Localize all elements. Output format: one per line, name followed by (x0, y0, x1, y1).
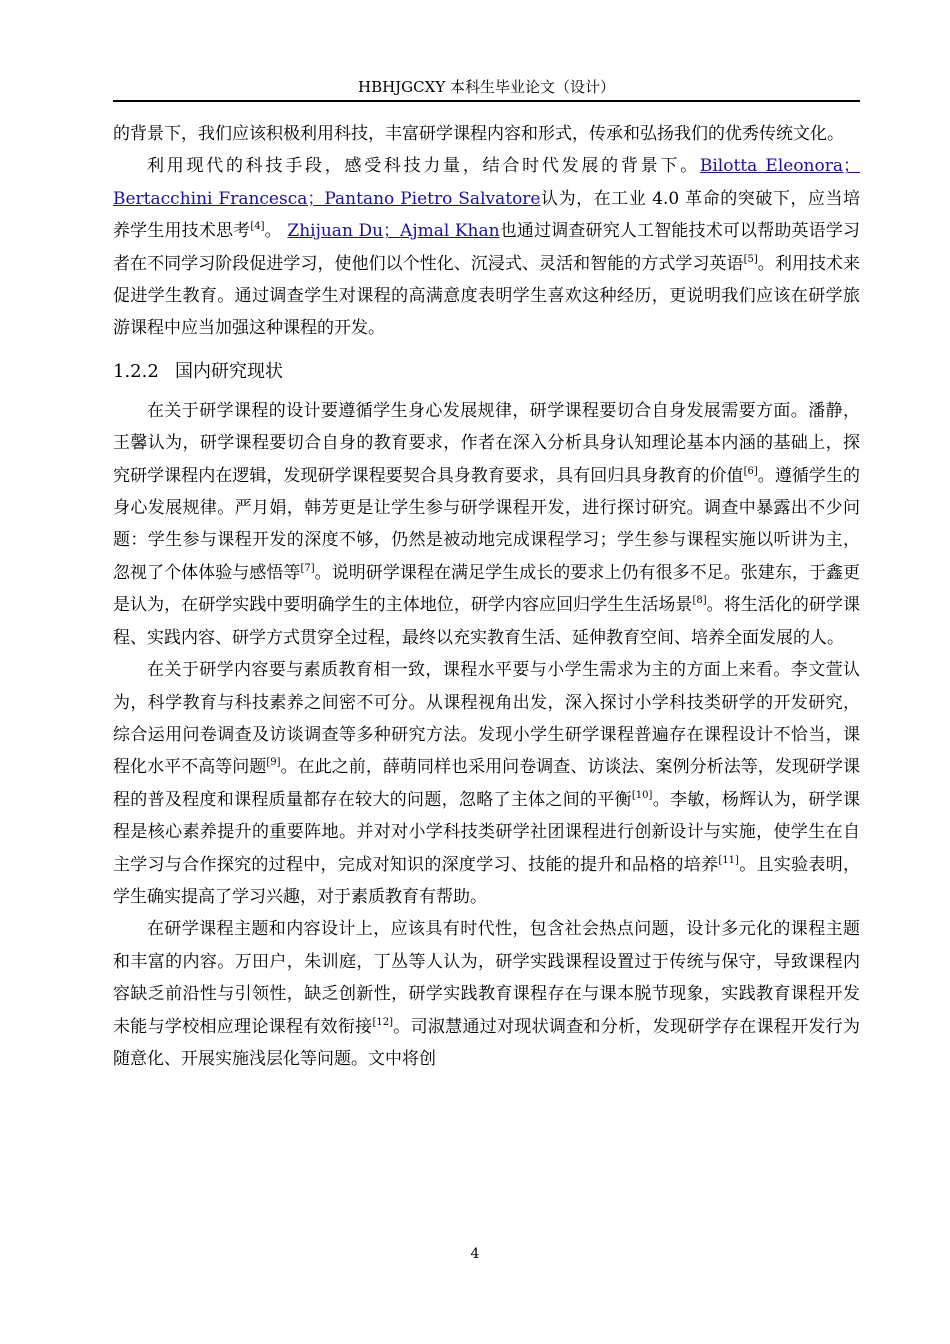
page-number: 4 (470, 1246, 480, 1262)
paragraph-text: 。利用技术来促进学生教育。通过调查学生对课程的高满意度表明学生喜欢这种经历，更说明我们应该在研学旅游课程中应当加强这种课程的开发。 (113, 253, 861, 339)
page-header (113, 76, 860, 102)
header-title: HBHJGCXY 本科生毕业论文（设计） (357, 78, 615, 96)
paragraph-text: 。 (264, 221, 288, 242)
citation-ref: [12] (372, 1016, 393, 1028)
page-body (113, 118, 860, 1075)
paragraph (113, 150, 860, 344)
author-link-bilotta[interactable]: Bilotta Eleonora；Bertacchini Francesca；Pantano Pietro Salvatore (113, 156, 860, 209)
citation-ref: [5] (743, 253, 758, 265)
paragraph (113, 654, 860, 913)
paragraph-text: 。李敏，杨辉认为，研学课程是核心素养提升的重要阵地。并对对小学科技类研学社团课程进行创新设计与实施，使学生在自主学习与合作探究的过程中，完成对知识的深度学习、技能的提升和品格的培养 (113, 789, 860, 875)
paragraph-text: 在研学课程主题和内容设计上，应该具有时代性，包含社会热点问题，设计多元化的课程主题和丰富的内容。万田户，朱训庭，丁丛等人认为，研学实践课程设置过于传统与保守，导致课程内容缺乏前沿性与引领性，缺乏创新性，研学实践教育课程存在与课本脱节现象，实践教育课程开发未能与学校相应理论课程有效衔接 (113, 919, 860, 1037)
section-title: 国内研究现状 (175, 360, 283, 382)
paragraph (113, 118, 860, 150)
citation-ref: [10] (631, 789, 653, 801)
citation-ref: [9] (266, 757, 281, 769)
paragraph-text: 。司淑慧通过对现状调查和分析，发现研学存在课程开发行为随意化、开展实施浅层化等问题。文中将创 (113, 1016, 860, 1069)
paragraph-text: 。在此之前，薛萌同样也采用问卷调查、访谈法、案例分析法等，发现研学课程的普及程度和课程质量都存在较大的问题，忽略了主体之间的平衡 (113, 757, 861, 810)
paragraph-text: 利用现代的科技手段，感受科技力量，结合时代发展的背景下。 (147, 156, 700, 177)
paragraph-text: 。说明研学课程在满足学生成长的要求上仍有很多不足。张建东，于鑫更是认为，在研学实践中要明确学生的主体地位，研学内容应回归学生生活场景 (113, 562, 860, 616)
paragraph (113, 395, 860, 654)
paragraph (113, 913, 860, 1075)
paragraph-text: 在关于研学课程的设计要遵循学生身心发展规律，研学课程要切合自身发展需要方面。潘静，王馨认为，研学课程要切合自身的教育要求，作者在深入分析具身认知理论基本内涵的基础上，探究研学课程内在逻辑，发现研学课程要契合具身教育要求，具有回归具身教育的价值 (113, 400, 860, 486)
section-number: 1.2.2 (113, 360, 159, 382)
section-heading (113, 357, 860, 387)
paragraph-text: 。将生活化的研学课程、实践内容、研学方式贯穿全过程，最终以充实教育生活、延伸教育空间、培养全面发展的人。 (113, 595, 861, 648)
page-footer (0, 1246, 950, 1266)
citation-ref: [6] (743, 465, 758, 477)
paragraph-text: 。遵循学生的身心发展规律。严月娟，韩芳更是让学生参与研学课程开发，进行探讨研究。调查中暴露出不少问题：学生参与课程开发的深度不够，仍然是被动地完成课程学习；学生参与课程实施以听讲为主，忽视了个体体验与感悟等 (113, 465, 861, 583)
citation-ref: [11] (718, 854, 739, 866)
citation-ref: [7] (300, 562, 315, 574)
paragraph-text: 的背景下，我们应该积极利用科技，丰富研学课程内容和形式，传承和弘扬我们的优秀传统文化。 (113, 124, 844, 144)
author-link-du[interactable]: Zhijuan Du；Ajmal Khan (287, 221, 500, 242)
paragraph-text: 也通过调查研究人工智能技术可以帮助英语学习者在不同学习阶段促进学习，使他们以个性化、沉浸式、灵活和智能的方式学习英语 (113, 221, 861, 274)
citation-ref: [8] (692, 595, 707, 607)
paragraph-text: 在关于研学内容要与素质教育相一致，课程水平要与小学生需求为主的方面上来看。李文萱认为，科学教育与科技素养之间密不可分。从课程视角出发，深入探讨小学科技类研学的开发研究，综合运用问卷调查及访谈调查等多种研究方法。发现小学生研学课程普遍存在课程设计不恰当，课程化水平不高等问题 (113, 660, 860, 778)
paragraph-text: 。且实验表明，学生确实提高了学习兴趣，对于素质教育有帮助。 (113, 854, 860, 907)
citation-ref: [4] (250, 221, 265, 233)
paragraph-text: 认为，在工业 4.0 革命的突破下，应当培养学生用技术思考 (113, 188, 860, 242)
